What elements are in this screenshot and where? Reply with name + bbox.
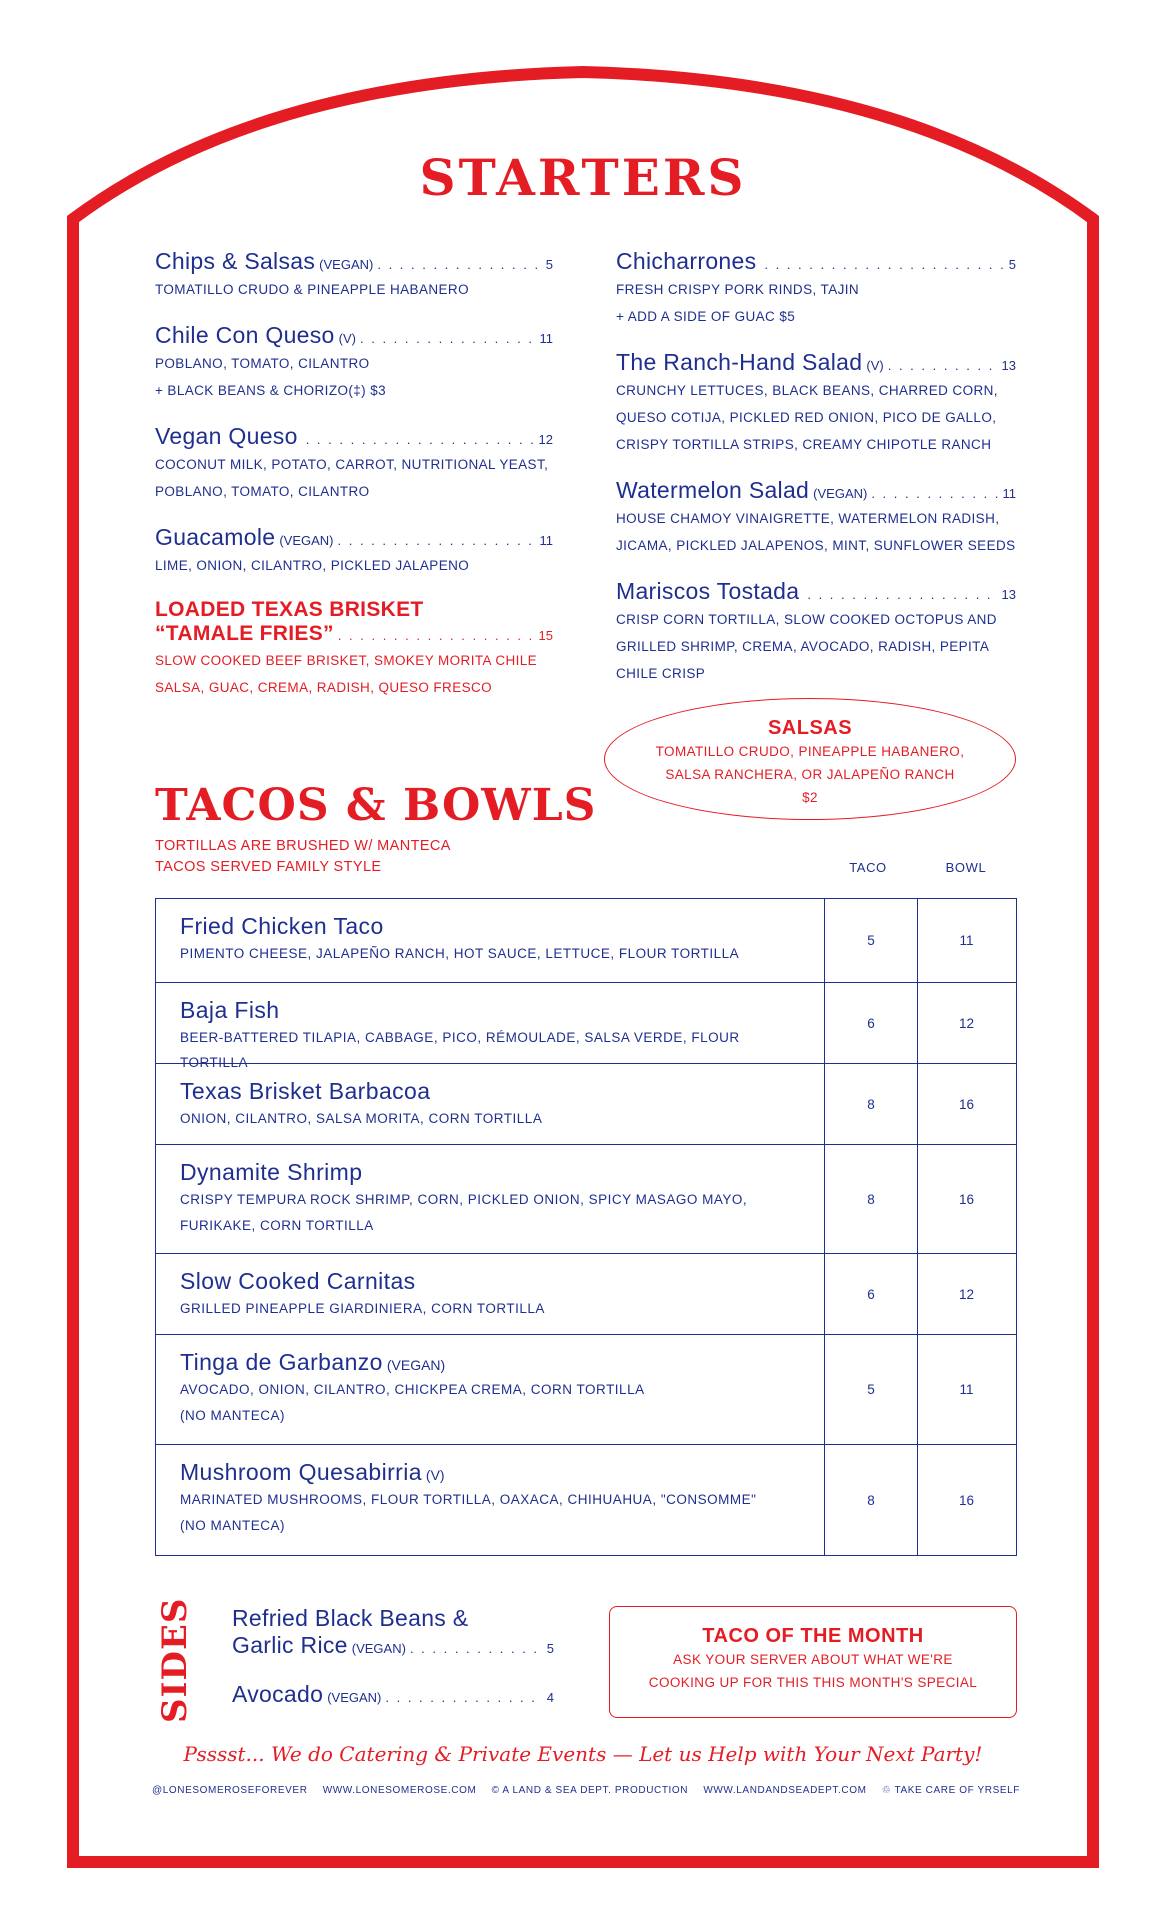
table-row	[156, 1335, 1016, 1445]
salsas-title: SALSAS	[767, 717, 853, 739]
row-description: (NO MANTECA)	[180, 1518, 285, 1533]
item-description: COCONUT MILK, POTATO, CARROT, NUTRITIONAL YEAST,	[155, 457, 549, 472]
taco-of-the-month-box	[609, 1606, 1017, 1718]
starters-right-column	[616, 248, 1016, 706]
menu-item-tamale-fries	[155, 598, 553, 700]
item-name: Chips & Salsas	[155, 248, 316, 274]
row-description: PIMENTO CHEESE, JALAPEÑO RANCH, HOT SAUCE, LETTUCE, FLOUR TORTILLA	[180, 946, 740, 961]
row-name: Texas Brisket Barbacoa	[180, 1078, 431, 1104]
salsas-price: $2	[802, 790, 818, 805]
item-price: 15	[538, 628, 553, 643]
row-name: Dynamite Shrimp	[180, 1159, 363, 1185]
item-name: The Ranch-Hand Salad	[616, 349, 863, 375]
row-description: FURIKAKE, CORN TORTILLA	[180, 1218, 374, 1233]
item-description: + BLACK BEANS & CHORIZO(‡) $3	[155, 383, 387, 398]
row-description: MARINATED MUSHROOMS, FLOUR TORTILLA, OAXACA, CHIHUAHUA, "CONSOMME"	[180, 1492, 757, 1507]
item-description: POBLANO, TOMATO, CILANTRO	[155, 356, 370, 371]
row-description: CRISPY TEMPURA ROCK SHRIMP, CORN, PICKLED ONION, SPICY MASAGO MAYO,	[180, 1192, 748, 1207]
item-name: Vegan Queso	[155, 423, 298, 449]
bowl-price: 11	[959, 933, 974, 948]
row-description: (NO MANTECA)	[180, 1408, 285, 1423]
row-description: ONION, CILANTRO, SALSA MORITA, CORN TORTILLA	[180, 1111, 543, 1126]
menu-item-ranch-hand-salad	[616, 349, 1016, 457]
taco-price: 8	[825, 1064, 918, 1144]
table-row	[156, 899, 1016, 983]
tacos-subtitle	[155, 836, 451, 878]
totm-title: TACO OF THE MONTH	[702, 1625, 924, 1647]
item-name: Watermelon Salad	[616, 477, 810, 503]
row-name: Fried Chicken Taco	[180, 913, 384, 939]
salsas-line: TOMATILLO CRUDO, PINEAPPLE HABANERO,	[655, 744, 965, 759]
menu-item-vegan-queso	[155, 423, 553, 504]
item-description: GRILLED SHRIMP, CREMA, AVOCADO, RADISH, PEPITA	[616, 639, 990, 654]
bowl-price: 11	[959, 1382, 974, 1397]
sides-label: SIDES	[155, 1597, 195, 1723]
sides-list	[232, 1605, 554, 1730]
featured-name-line1: LOADED TEXAS BRISKET	[155, 598, 424, 621]
item-description: CRISP CORN TORTILLA, SLOW COOKED OCTOPUS AND	[616, 612, 997, 627]
menu-item-mariscos-tostada	[616, 578, 1016, 686]
bowl-price: 12	[958, 1286, 975, 1302]
tacos-subtitle-line: TACOS SERVED FAMILY STYLE	[155, 859, 382, 875]
salsas-line: SALSA RANCHERA, OR JALAPEÑO RANCH	[665, 767, 955, 782]
item-description: JICAMA, PICKLED JALAPENOS, MINT, SUNFLOWER SEEDS	[616, 538, 1016, 553]
footer-website-link[interactable]: WWW.LONESOMEROSE.COM	[322, 1785, 477, 1796]
item-description: CHILE CRISP	[616, 666, 706, 681]
table-row	[156, 1145, 1016, 1254]
tacos-bowls-title: TACOS & BOWLS	[155, 780, 597, 831]
item-tag: (VEGAN)	[279, 533, 334, 548]
item-name: Avocado	[232, 1681, 324, 1707]
bowl-price: 16	[958, 1492, 975, 1508]
item-tag: (VEGAN)	[813, 486, 868, 501]
bowl-price: 12	[958, 1015, 975, 1031]
item-name: Chicharrones	[616, 248, 757, 274]
row-description: GRILLED PINEAPPLE GIARDINIERA, CORN TORTILLA	[180, 1301, 545, 1316]
menu-item-chips-salsas	[155, 248, 553, 302]
column-header-taco: TACO	[849, 860, 887, 875]
item-name: Guacamole	[155, 524, 276, 550]
taco-price: 5	[825, 899, 918, 982]
totm-line: ASK YOUR SERVER ABOUT WHAT WE'RE	[673, 1652, 953, 1667]
item-description: SLOW COOKED BEEF BRISKET, SMOKEY MORITA CHILE	[155, 653, 538, 668]
item-description: FRESH CRISPY PORK RINDS, TAJIN	[616, 282, 860, 297]
footer-agency-link[interactable]: WWW.LANDANDSEADEPT.COM	[703, 1785, 867, 1796]
side-item-beans-rice	[232, 1605, 554, 1659]
item-tag: (V)	[866, 358, 884, 373]
item-price: 11	[1002, 486, 1016, 501]
table-row	[156, 1445, 1016, 1555]
item-name: Garlic Rice	[232, 1632, 348, 1658]
item-price: 5	[546, 1641, 554, 1656]
taco-price: 8	[825, 1445, 918, 1555]
item-price: 11	[539, 331, 553, 346]
starters-title: STARTERS	[419, 148, 747, 207]
menu-item-chile-con-queso	[155, 322, 553, 403]
row-name: Mushroom Quesabirria	[180, 1459, 422, 1485]
item-tag: (VEGAN)	[327, 1690, 382, 1705]
item-tag: (VEGAN)	[319, 257, 374, 272]
taco-price: 6	[825, 983, 918, 1063]
item-price: 5	[1008, 257, 1016, 272]
footer	[152, 1785, 1020, 1796]
totm-line: COOKING UP FOR THIS THIS MONTH'S SPECIAL	[648, 1675, 978, 1690]
salsas-callout	[604, 698, 1016, 820]
menu-item-chicharrones	[616, 248, 1016, 329]
item-price: 13	[1001, 358, 1016, 373]
row-description: AVOCADO, ONION, CILANTRO, CHICKPEA CREMA, CORN TORTILLA	[180, 1382, 645, 1397]
tacos-table	[155, 898, 1017, 1556]
item-description: + ADD A SIDE OF GUAC $5	[616, 309, 796, 324]
row-name: Baja Fish	[180, 997, 280, 1023]
footer-instagram-link[interactable]: @LONESOMEROSEFOREVER	[152, 1785, 308, 1796]
row-description: BEER-BATTERED TILAPIA, CABBAGE, PICO, RÉMOULADE, SALSA VERDE, FLOUR TORTILLA	[180, 1030, 740, 1070]
tacos-subtitle-line: TORTILLAS ARE BRUSHED W/ MANTECA	[155, 838, 451, 854]
item-tag: (V)	[338, 331, 356, 346]
table-row	[156, 983, 1016, 1070]
item-description: CRISPY TORTILLA STRIPS, CREAMY CHIPOTLE RANCH	[616, 437, 992, 452]
table-row	[156, 1064, 1016, 1145]
table-row	[156, 1254, 1016, 1335]
item-tag: (VEGAN)	[351, 1641, 406, 1656]
column-header-bowl: BOWL	[945, 860, 987, 875]
item-description: QUESO COTIJA, PICKLED RED ONION, PICO DE GALLO,	[616, 410, 997, 425]
taco-price: 6	[825, 1254, 918, 1334]
item-price: 13	[1001, 587, 1016, 602]
row-tag: (VEGAN)	[386, 1357, 446, 1373]
item-name: Mariscos Tostada	[616, 578, 800, 604]
item-description: POBLANO, TOMATO, CILANTRO	[155, 484, 370, 499]
starters-left-column	[155, 248, 553, 720]
bowl-price: 16	[958, 1096, 975, 1112]
item-name: Refried Black Beans &	[232, 1605, 469, 1631]
item-price: 12	[538, 432, 553, 447]
item-description: LIME, ONION, CILANTRO, PICKLED JALAPENO	[155, 558, 470, 573]
bowl-price: 16	[958, 1191, 975, 1207]
taco-price: 5	[825, 1335, 918, 1444]
item-price: 11	[539, 533, 553, 548]
footer-tagline: ♲ TAKE CARE OF YRSELF	[881, 1785, 1020, 1796]
item-name: Chile Con Queso	[155, 322, 335, 348]
item-description: SALSA, GUAC, CREMA, RADISH, QUESO FRESCO	[155, 680, 493, 695]
item-description: HOUSE CHAMOY VINAIGRETTE, WATERMELON RADISH,	[616, 511, 1000, 526]
footer-production-credit: © A LAND & SEA DEPT. PRODUCTION	[491, 1785, 689, 1796]
row-name: Tinga de Garbanzo	[180, 1349, 383, 1375]
item-price: 4	[546, 1690, 554, 1705]
item-price: 5	[545, 257, 553, 272]
item-description: TOMATILLO CRUDO & PINEAPPLE HABANERO	[155, 282, 469, 297]
menu-item-watermelon-salad	[616, 477, 1016, 558]
taco-price: 8	[825, 1145, 918, 1253]
item-description: CRUNCHY LETTUCES, BLACK BEANS, CHARRED CORN,	[616, 383, 998, 398]
catering-note: Psssst... We do Catering & Private Events — Let us Help with Your Next Party!	[183, 1742, 983, 1766]
featured-name-line2: “TAMALE FRIES”	[155, 622, 334, 645]
row-name: Slow Cooked Carnitas	[180, 1268, 416, 1294]
side-item-avocado	[232, 1681, 554, 1708]
row-tag: (V)	[425, 1467, 445, 1483]
menu-item-guacamole	[155, 524, 553, 578]
